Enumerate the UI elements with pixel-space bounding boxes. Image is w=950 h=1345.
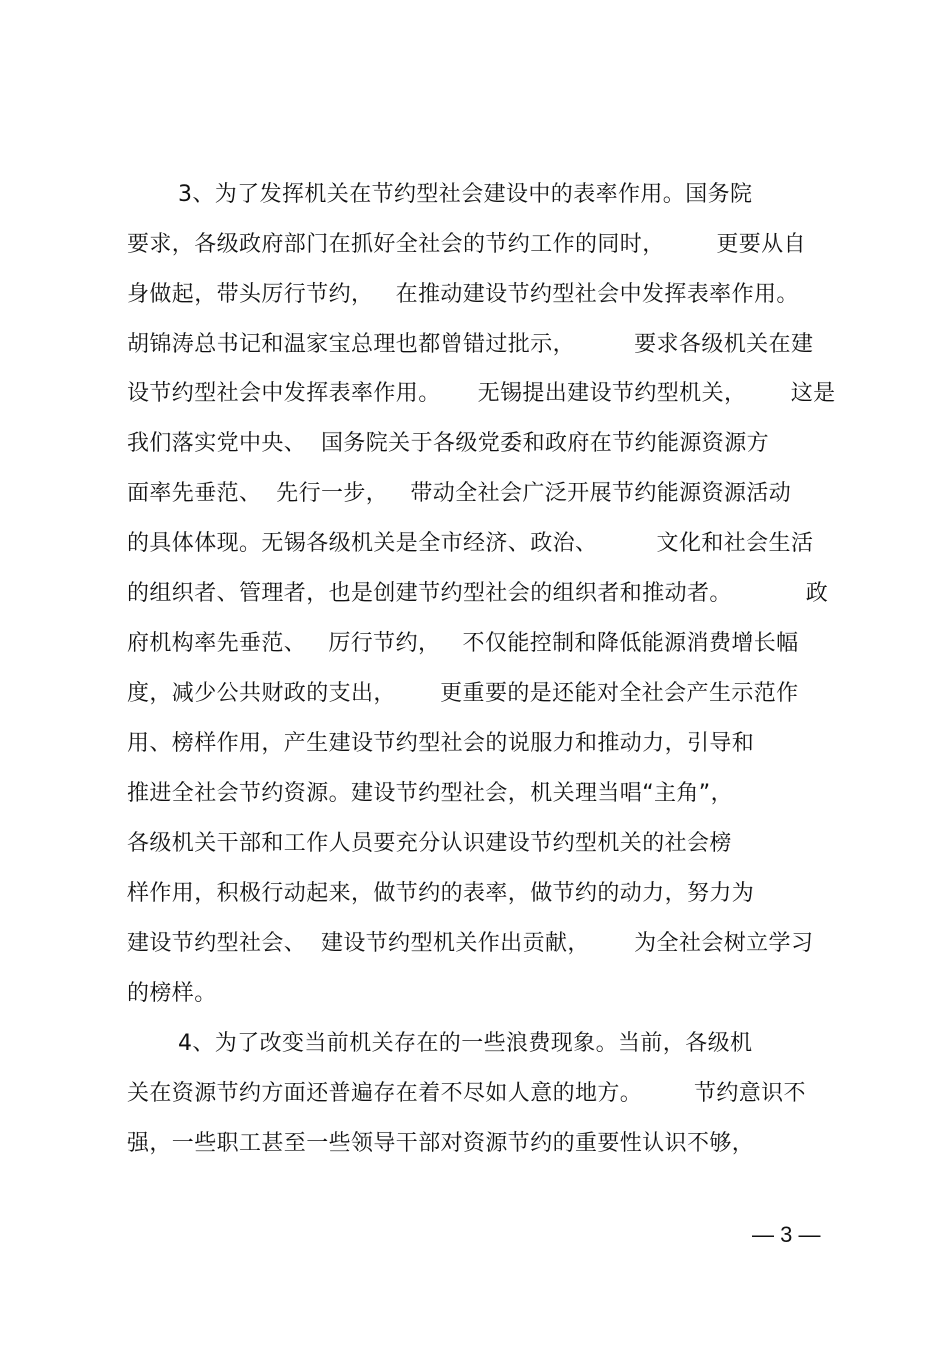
- paragraph-1-line-11: 度，减少公共财政的支出， 更重要的是还能对全社会产生示范作: [127, 681, 799, 706]
- paragraph-1-line-17: 的榜样。: [127, 981, 217, 1006]
- paragraph-1-line-6: 我们落实党中央、 国务院关于各级党委和政府在节约能源资源方: [127, 431, 769, 456]
- paragraph-1-line-10: 府机构率先垂范、 厉行节约， 不仅能控制和降低能源消费增长幅: [127, 631, 799, 656]
- paragraph-1-line-1: 3、为了发挥机关在节约型社会建设中的表率作用。国务院: [178, 182, 753, 207]
- paragraph-1-line-7: 面率先垂范、 先行一步， 带动全社会广泛开展节约能源资源活动: [127, 481, 792, 506]
- paragraph-1-line-8: 的具体体现。无锡各级机关是全市经济、政治、 文化和社会生活: [127, 531, 814, 556]
- paragraph-1-line-15: 样作用，积极行动起来，做节约的表率，做节约的动力，努力为: [127, 881, 755, 906]
- paragraph-1-line-14: 各级机关干部和工作人员要充分认识建设节约型机关的社会榜: [127, 831, 732, 856]
- page-number: — 3 —: [752, 1222, 821, 1247]
- paragraph-1-line-13: 推进全社会节约资源。建设节约型社会，机关理当唱“主角”，: [127, 781, 733, 806]
- paragraph-1-line-12: 用、榜样作用，产生建设节约型社会的说服力和推动力，引导和: [127, 731, 755, 756]
- paragraph-2-line-1: 4、为了改变当前机关存在的一些浪费现象。当前，各级机: [178, 1031, 753, 1056]
- paragraph-1-line-5: 设节约型社会中发挥表率作用。 无锡提出建设节约型机关， 这是: [127, 381, 836, 406]
- paragraph-1-line-4: 胡锦涛总书记和温家宝总理也都曾错过批示， 要求各级机关在建: [127, 332, 814, 357]
- paragraph-1-line-2: 要求，各级政府部门在抓好全社会的节约工作的同时， 更要从自: [127, 232, 806, 257]
- paragraph-2-line-3: 强，一些职工甚至一些领导干部对资源节约的重要性认识不够，: [127, 1131, 755, 1156]
- paragraph-1-line-9: 的组织者、管理者，也是创建节约型社会的组织者和推动者。 政: [127, 581, 829, 606]
- paragraph-2-line-2: 关在资源节约方面还普遍存在着不尽如人意的地方。 节约意识不: [127, 1081, 806, 1106]
- paragraph-1-line-16: 建设节约型社会、 建设节约型机关作出贡献， 为全社会树立学习: [127, 931, 814, 956]
- paragraph-1-line-3: 身做起，带头厉行节约， 在推动建设节约型社会中发挥表率作用。: [127, 282, 799, 307]
